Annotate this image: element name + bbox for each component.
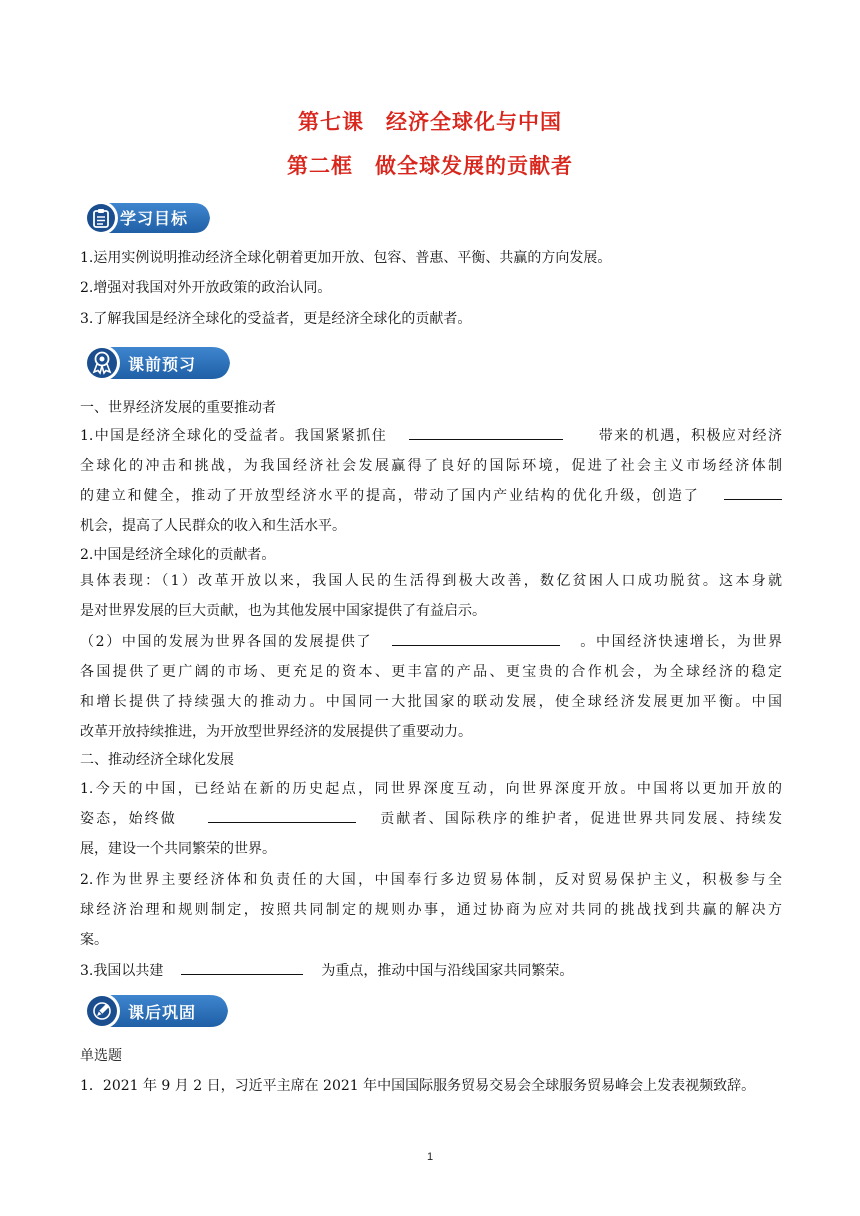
review-label: 课后巩固 [128, 1003, 197, 1022]
fill-blank[interactable] [409, 423, 563, 440]
text-run: 带来的机遇，积极应对经济 [598, 428, 783, 444]
text-run: 贡献者、国际秩序的维护者，促进世界共同发展、持续发 [380, 811, 783, 827]
fill-blank[interactable] [724, 483, 782, 500]
objective-item: 1.运用实例说明推动经济全球化朝着更加开放、包容、普惠、平衡、共赢的方向发展。 [80, 250, 612, 266]
paragraph-row: 2.作为世界主要经济体和负责任的大国，中国奉行多边贸易体制，反对贸易保护主义，积极参与全 [80, 872, 782, 888]
objective-item: 3.了解我国是经济全球化的受益者，更是经济全球化的贡献者。 [80, 311, 472, 327]
objectives-banner [82, 199, 232, 237]
pencil-icon [91, 1000, 113, 1022]
review-banner [82, 991, 232, 1029]
text-run: 姿态，始终做 [80, 811, 177, 827]
paragraph-7 [80, 956, 782, 986]
paragraph-row: 改革开放持续推进，为开放型世界经济的发展提供了重要动力。 [80, 724, 472, 740]
paragraph-row: 是对世界发展的巨大贡献，也为其他发展中国家提供了有益启示。 [80, 603, 486, 619]
paragraph-row: 和增长提供了持续强大的推动力。中国同一大批国家的联动发展，使全球经济发展更加平衡。中国 [80, 694, 782, 710]
paragraph-row: 具体表现：（1）改革开放以来，我国人民的生活得到极大改善，数亿贫困人口成功脱贫。这本身就 [80, 573, 782, 589]
paragraph-row: 展，建设一个共同繁荣的世界。 [80, 841, 276, 857]
fill-blank[interactable] [208, 806, 356, 823]
text-run: 的建立和健全，推动了开放型经济水平的提高，带动了国内产业结构的优化升级，创造了 [80, 488, 700, 504]
paragraph-row: 全球化的冲击和挑战，为我国经济社会发展赢得了良好的国际环境，促进了社会主义市场经济体制 [80, 458, 782, 474]
fill-blank[interactable] [392, 629, 560, 646]
text-run: 3.我国以共建 [80, 963, 164, 979]
paragraph-6 [80, 865, 782, 955]
section-title: 第二框 做全球发展的贡献者 [287, 154, 573, 178]
paragraph-2: 2.中国是经济全球化的贡献者。 [80, 547, 276, 563]
heading-2: 二、推动经济全球化发展 [80, 752, 234, 768]
question-type-heading: 单选题 [80, 1048, 122, 1064]
paragraph-row [80, 421, 782, 451]
paragraph-5 [80, 774, 782, 864]
paragraph-row: 1.今天的中国，已经站在新的历史起点，同世界深度互动，向世界深度开放。中国将以更加开放的 [80, 781, 782, 797]
text-run: 1.中国是经济全球化的受益者。我国紧紧抓住 [80, 428, 388, 444]
text-run: 为重点，推动中国与沿线国家共同繁荣。 [321, 963, 574, 979]
paragraph-row [80, 804, 782, 834]
paragraph-row [80, 627, 782, 657]
text-run: （2）中国的发展为世界各国的发展提供了 [80, 634, 373, 650]
fill-blank[interactable] [181, 958, 303, 975]
question-1: 1．2021 年 9 月 2 日，习近平主席在 2021 年中国国际服务贸易交易会全球服务贸易峰会上发表视频致辞。 [80, 1078, 756, 1094]
paragraph-row: 各国提供了更广阔的市场、更充足的资本、更丰富的产品、更宝贵的合作机会，为全球经济的稳定 [80, 664, 782, 680]
paragraph-1 [80, 421, 782, 541]
paragraph-4 [80, 627, 782, 747]
paragraph-row: 球经济治理和规则制定，按照共同制定的规则办事，通过协商为应对共同的挑战找到共赢的解决方 [80, 902, 782, 918]
objective-item: 2.增强对我国对外开放政策的政治认同。 [80, 280, 332, 296]
paragraph-row: 机会，提高了人民群众的收入和生活水平。 [80, 518, 346, 534]
ribbon-medal-icon [92, 351, 112, 375]
paragraph-row [80, 956, 782, 986]
preview-label: 课前预习 [128, 355, 197, 374]
preview-banner [82, 343, 232, 381]
text-run: 。中国经济快速增长，为世界 [580, 634, 783, 650]
paragraph-3 [80, 566, 782, 626]
clipboard-icon [92, 208, 110, 228]
objectives-label: 学习目标 [120, 209, 189, 228]
lesson-title: 第七课 经济全球化与中国 [298, 110, 562, 134]
paragraph-row: 案。 [80, 932, 108, 948]
page-number: 1 [426, 1151, 434, 1163]
heading-1: 一、世界经济发展的重要推动者 [80, 400, 276, 416]
paragraph-row [80, 481, 782, 511]
